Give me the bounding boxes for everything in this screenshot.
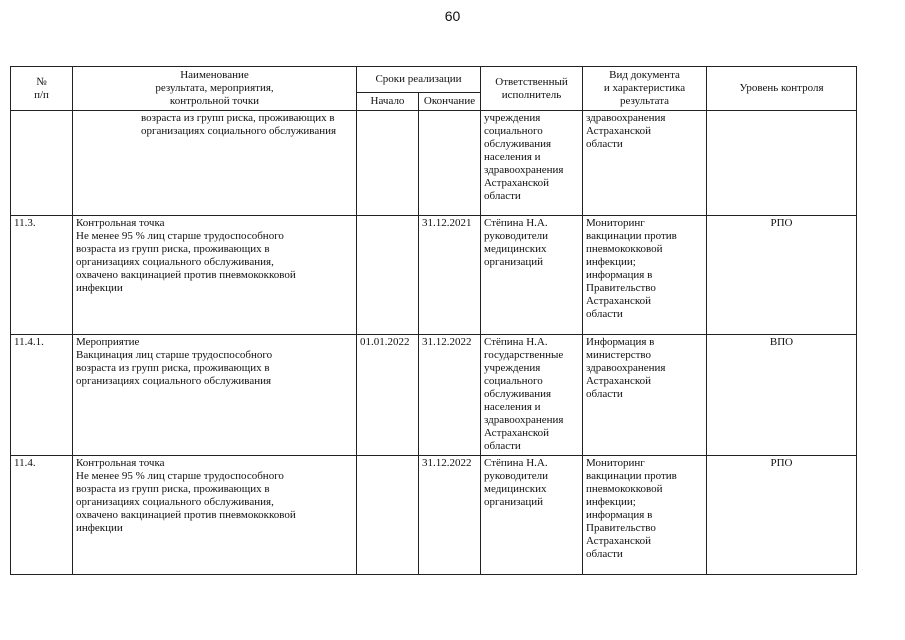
row-doc: Информация в министерство здравоохранения Астраханской области bbox=[583, 335, 707, 456]
row-end bbox=[419, 111, 481, 216]
row-end: 31.12.2022 bbox=[419, 335, 481, 456]
row-start bbox=[357, 111, 419, 216]
header-name: Наименование результата, мероприятия, контрольной точки bbox=[73, 67, 357, 111]
header-control: Уровень контроля bbox=[707, 67, 857, 111]
row-responsible: Стёпина Н.А. руководители медицинских организаций bbox=[481, 216, 583, 335]
row-num: 11.4.1. bbox=[11, 335, 73, 456]
header-num: № п/п bbox=[11, 67, 73, 111]
header-end: Окончание bbox=[419, 93, 481, 111]
row-name: возраста из групп риска, проживающих в организациях социального обслуживания bbox=[73, 111, 357, 216]
row-doc: здравоохранения Астраханской области bbox=[583, 111, 707, 216]
table-row bbox=[11, 335, 857, 456]
row-responsible: Стёпина Н.А. руководители медицинских организаций bbox=[481, 456, 583, 575]
row-name: Контрольная точка Не менее 95 % лиц старше трудоспособного возраста из групп риска, проживающих в организациях социального обслуживания, охвачено вакцинацией против пневмококковой инфекции bbox=[73, 216, 357, 335]
row-start bbox=[357, 216, 419, 335]
row-responsible: учреждения социального обслуживания населения и здравоохранения Астраханской области bbox=[481, 111, 583, 216]
header-start: Начало bbox=[357, 93, 419, 111]
row-control: РПО bbox=[707, 216, 857, 335]
row-start bbox=[357, 456, 419, 575]
row-control bbox=[707, 111, 857, 216]
row-end: 31.12.2022 bbox=[419, 456, 481, 575]
row-doc: Мониторинг вакцинации против пневмококковой инфекции; информация в Правительство Астраханской области bbox=[583, 456, 707, 575]
table-row bbox=[11, 456, 857, 575]
row-control: РПО bbox=[707, 456, 857, 575]
header-responsible: Ответственный исполнитель bbox=[481, 67, 583, 111]
table-row bbox=[11, 216, 857, 335]
row-name: Мероприятие Вакцинация лиц старше трудоспособного возраста из групп риска, проживающих в организациях социального обслуживания bbox=[73, 335, 357, 456]
plan-table bbox=[10, 66, 857, 575]
row-num: 11.4. bbox=[11, 456, 73, 575]
row-num: 11.3. bbox=[11, 216, 73, 335]
header-doc-type: Вид документа и характеристика результата bbox=[583, 67, 707, 111]
row-responsible: Стёпина Н.А. государственные учреждения социального обслуживания населения и здравоохранения Астраханской области bbox=[481, 335, 583, 456]
row-name: Контрольная точка Не менее 95 % лиц старше трудоспособного возраста из групп риска, проживающих в организациях социального обслуживания, охвачено вакцинацией против пневмококковой инфекции bbox=[73, 456, 357, 575]
header-terms: Сроки реализации bbox=[357, 67, 481, 93]
page-number: 60 bbox=[444, 8, 461, 24]
row-control: ВПО bbox=[707, 335, 857, 456]
row-doc: Мониторинг вакцинации против пневмококковой инфекции; информация в Правительство Астраханской области bbox=[583, 216, 707, 335]
row-end: 31.12.2021 bbox=[419, 216, 481, 335]
row-start: 01.01.2022 bbox=[357, 335, 419, 456]
row-num bbox=[11, 111, 73, 216]
table-row bbox=[11, 111, 857, 216]
